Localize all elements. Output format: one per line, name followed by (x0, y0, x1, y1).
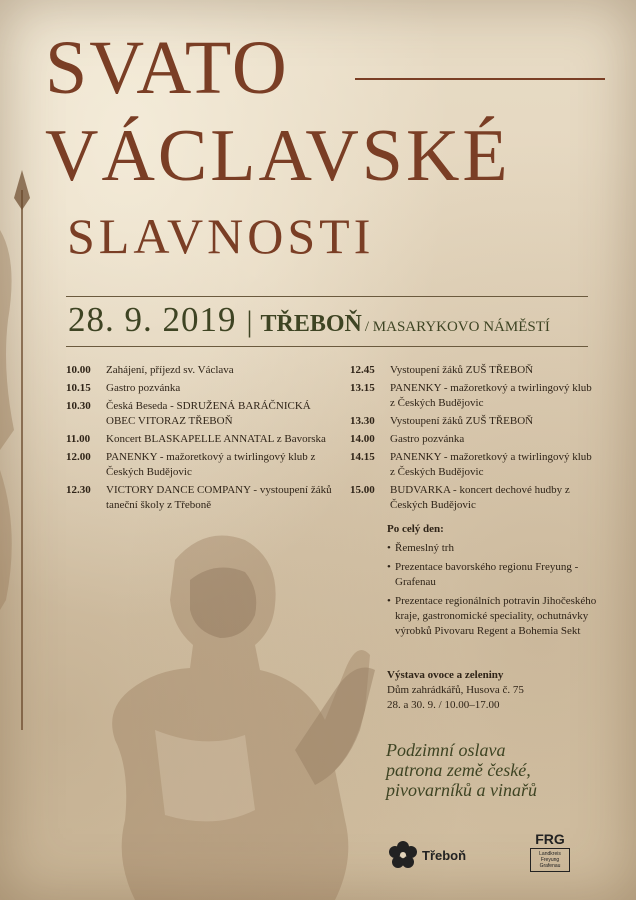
schedule-item (66, 363, 334, 378)
schedule-item (66, 381, 334, 396)
schedule-time: 13.15 (350, 382, 375, 394)
schedule-desc: BUDVARKA - koncert dechové hudby z Českých Budějovic (390, 484, 570, 511)
schedule-time: 12.30 (66, 484, 91, 496)
trebon-flower-icon (388, 840, 418, 870)
schedule-desc: PANENKY - mažoretkový a twirlingový klub z Českých Budějovic (106, 451, 316, 478)
schedule-desc: Česká Beseda - SDRUŽENÁ BARÁČNICKÁ OBEC VITORAZ TŘEBOŇ (106, 400, 311, 427)
event-info (68, 300, 588, 342)
schedule-time: 10.15 (66, 382, 91, 394)
schedule-time: 15.00 (350, 484, 375, 496)
schedule-desc: PANENKY - mažoretkový a twirlingový klub z Českých Budějovic (390, 382, 592, 409)
all-day-item (387, 560, 597, 590)
all-day-text: Prezentace bavorského regionu Freyung - Grafenau (395, 561, 579, 588)
schedule-time: 10.00 (66, 364, 91, 376)
exhibition-heading: Výstava ovoce a zeleniny (387, 669, 504, 681)
all-day-item (387, 594, 597, 639)
bullet-icon: • (387, 542, 391, 554)
schedule-right (350, 363, 595, 513)
event-place: / MASARYKOVO NÁMĚSTÍ (364, 319, 550, 335)
frg-logo (530, 832, 570, 874)
event-date: 28. 9. 2019 (68, 300, 237, 339)
schedule-item (350, 381, 595, 411)
schedule-time: 13.30 (350, 415, 375, 427)
schedule-item (66, 432, 334, 447)
schedule-time: 10.30 (66, 400, 91, 412)
schedule-item (350, 414, 595, 429)
saint-wenceslas-illustration (95, 520, 385, 900)
spear-illustration (0, 170, 60, 730)
schedule-time: 12.00 (66, 451, 91, 463)
title-line-1: SVATO (45, 26, 289, 110)
schedule-time: 11.00 (66, 433, 91, 445)
all-day-text: Prezentace regionálních potravin Jihočeského kraje, gastronomické speciality, ochutnávky výrobků Pivovaru Regent a Bohemia Sekt (395, 595, 597, 637)
frg-logo-text: FRG (535, 831, 565, 847)
exhibition-section (387, 668, 597, 713)
schedule-desc: Koncert BLASKAPELLE ANNATAL z Bavorska (106, 433, 326, 445)
schedule-item (350, 450, 595, 480)
bullet-icon: • (387, 595, 391, 607)
schedule-item (66, 399, 334, 429)
schedule-item (66, 483, 334, 513)
divider-top (66, 296, 588, 297)
schedule-desc: Vystoupení žáků ZUŠ TŘEBOŇ (390, 415, 534, 427)
schedule-item (66, 450, 334, 480)
motto-line-1: Podzimní oslava (386, 740, 506, 760)
trebon-logo-text: Třeboň (422, 847, 467, 863)
motto-line-2: patrona země české, (386, 760, 531, 780)
title-decorative-line (355, 78, 605, 80)
schedule-time: 12.45 (350, 364, 375, 376)
exhibition-location: Dům zahrádkářů, Husova č. 75 (387, 684, 524, 696)
exhibition-dates: 28. a 30. 9. / 10.00–17.00 (387, 699, 500, 711)
divider-bottom (66, 346, 588, 347)
schedule-time: 14.00 (350, 433, 375, 445)
schedule-desc: Gastro pozvánka (390, 433, 465, 445)
schedule-left (66, 363, 334, 513)
schedule-desc: Zahájení, příjezd sv. Václava (106, 364, 234, 376)
schedule-item (350, 432, 595, 447)
event-separator: | (246, 305, 253, 338)
schedule-desc: Gastro pozvánka (106, 382, 181, 394)
all-day-heading: Po celý den: (387, 523, 444, 535)
bullet-icon: • (387, 561, 391, 573)
event-city: TŘEBOŇ (260, 311, 362, 337)
all-day-section (387, 522, 597, 639)
schedule-item (350, 483, 595, 513)
motto (386, 740, 626, 800)
schedule-item (350, 363, 595, 378)
schedule-desc: VICTORY DANCE COMPANY - vystoupení žáků taneční školy z Třeboně (106, 484, 332, 511)
schedule-desc: PANENKY - mažoretkový a twirlingový klub z Českých Budějovic (390, 451, 592, 478)
frg-logo-subtext: Landkreis Freyung Grafenau (530, 848, 570, 872)
all-day-item (387, 541, 597, 556)
motto-line-3: pivovarníků a vinařů (386, 780, 537, 800)
title-line-2: VÁCLAVSKÉ (45, 115, 511, 197)
schedule-desc: Vystoupení žáků ZUŠ TŘEBOŇ (390, 364, 534, 376)
all-day-text: Řemeslný trh (395, 542, 454, 554)
trebon-logo (388, 840, 466, 870)
schedule-time: 14.15 (350, 451, 375, 463)
title-line-3: SLAVNOSTI (67, 208, 375, 264)
